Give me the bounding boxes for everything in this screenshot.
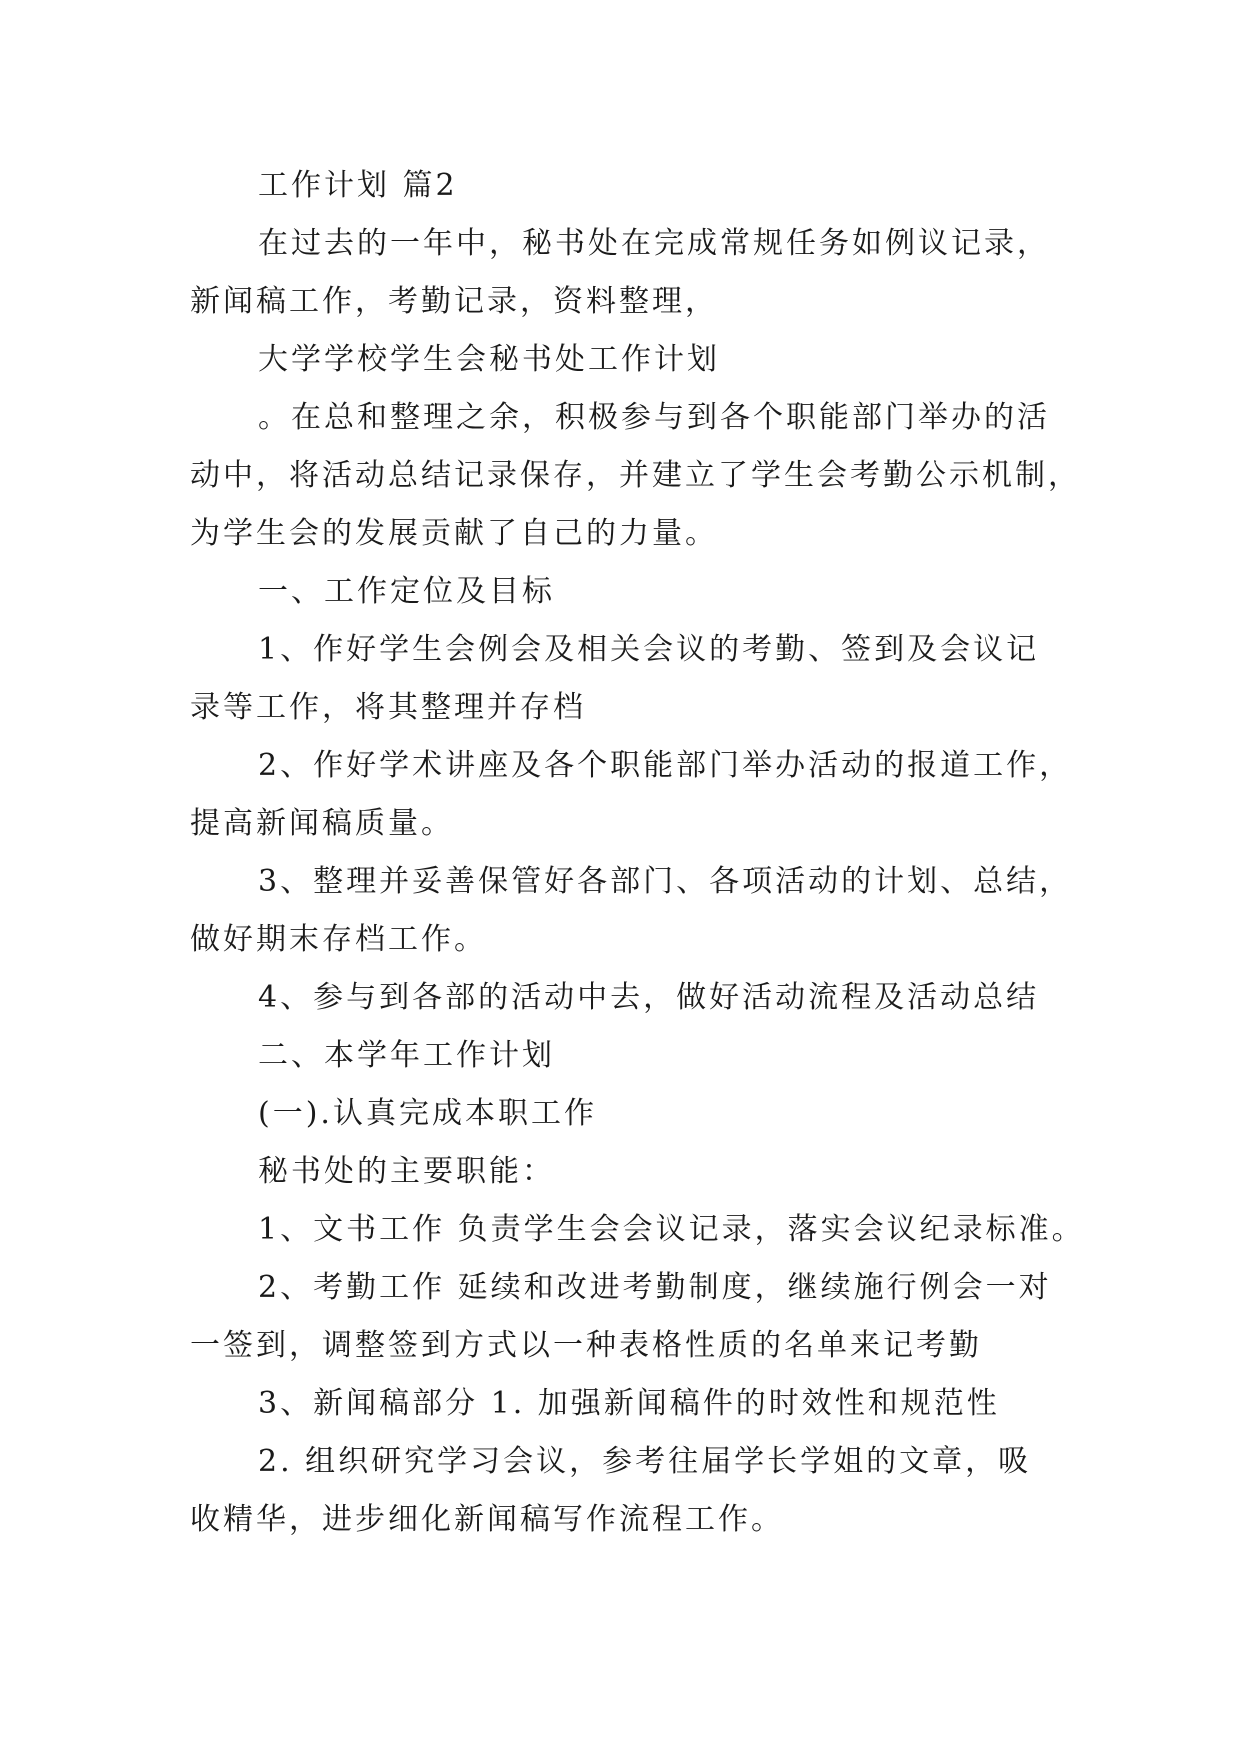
- paragraph-line: 秘书处的主要职能：: [258, 1154, 555, 1189]
- list-item-continued: 录等工作，将其整理并存档: [190, 690, 586, 725]
- list-item: 4、参与到各部的活动中去，做好活动流程及活动总结: [258, 980, 1040, 1015]
- section-heading: 工作计划 篇2: [258, 168, 458, 203]
- section-heading: 一、工作定位及目标: [258, 574, 555, 609]
- list-item: 2、作好学术讲座及各个职能部门举办活动的报道工作，: [258, 748, 1073, 783]
- list-item: 3、整理并妥善保管好各部门、各项活动的计划、总结，: [258, 864, 1073, 899]
- paragraph-line: 为学生会的发展贡献了自己的力量。: [190, 516, 718, 551]
- list-item: 2. 组织研究学习会议，参考往届学长学姐的文章，吸: [258, 1444, 1032, 1479]
- paragraph-line: 大学学校学生会秘书处工作计划: [258, 342, 720, 377]
- paragraph-line: 动中，将活动总结记录保存，并建立了学生会考勤公示机制，: [190, 458, 1081, 493]
- list-item: 3、新闻稿部分 1. 加强新闻稿件的时效性和规范性: [258, 1386, 1000, 1421]
- list-item-continued: 做好期末存档工作。: [190, 922, 487, 957]
- section-heading: 二、本学年工作计划: [258, 1038, 555, 1073]
- list-item-continued: 提高新闻稿质量。: [190, 806, 454, 841]
- list-item: 1、文书工作 负责学生会会议记录，落实会议纪录标准。: [258, 1212, 1085, 1247]
- list-item-continued: 一签到，调整签到方式以一种表格性质的名单来记考勤: [190, 1328, 982, 1363]
- paragraph-line: 新闻稿工作，考勤记录，资料整理，: [190, 284, 718, 319]
- subsection-heading: (一).认真完成本职工作: [258, 1096, 597, 1131]
- list-item: 1、作好学生会例会及相关会议的考勤、签到及会议记: [258, 632, 1040, 667]
- paragraph-line: 在过去的一年中，秘书处在完成常规任务如例议记录，: [258, 226, 1050, 261]
- list-item-continued: 收精华，进步细化新闻稿写作流程工作。: [190, 1502, 784, 1537]
- paragraph-line: 。在总和整理之余，积极参与到各个职能部门举办的活: [258, 400, 1050, 435]
- list-item: 2、考勤工作 延续和改进考勤制度，继续施行例会一对: [258, 1270, 1052, 1305]
